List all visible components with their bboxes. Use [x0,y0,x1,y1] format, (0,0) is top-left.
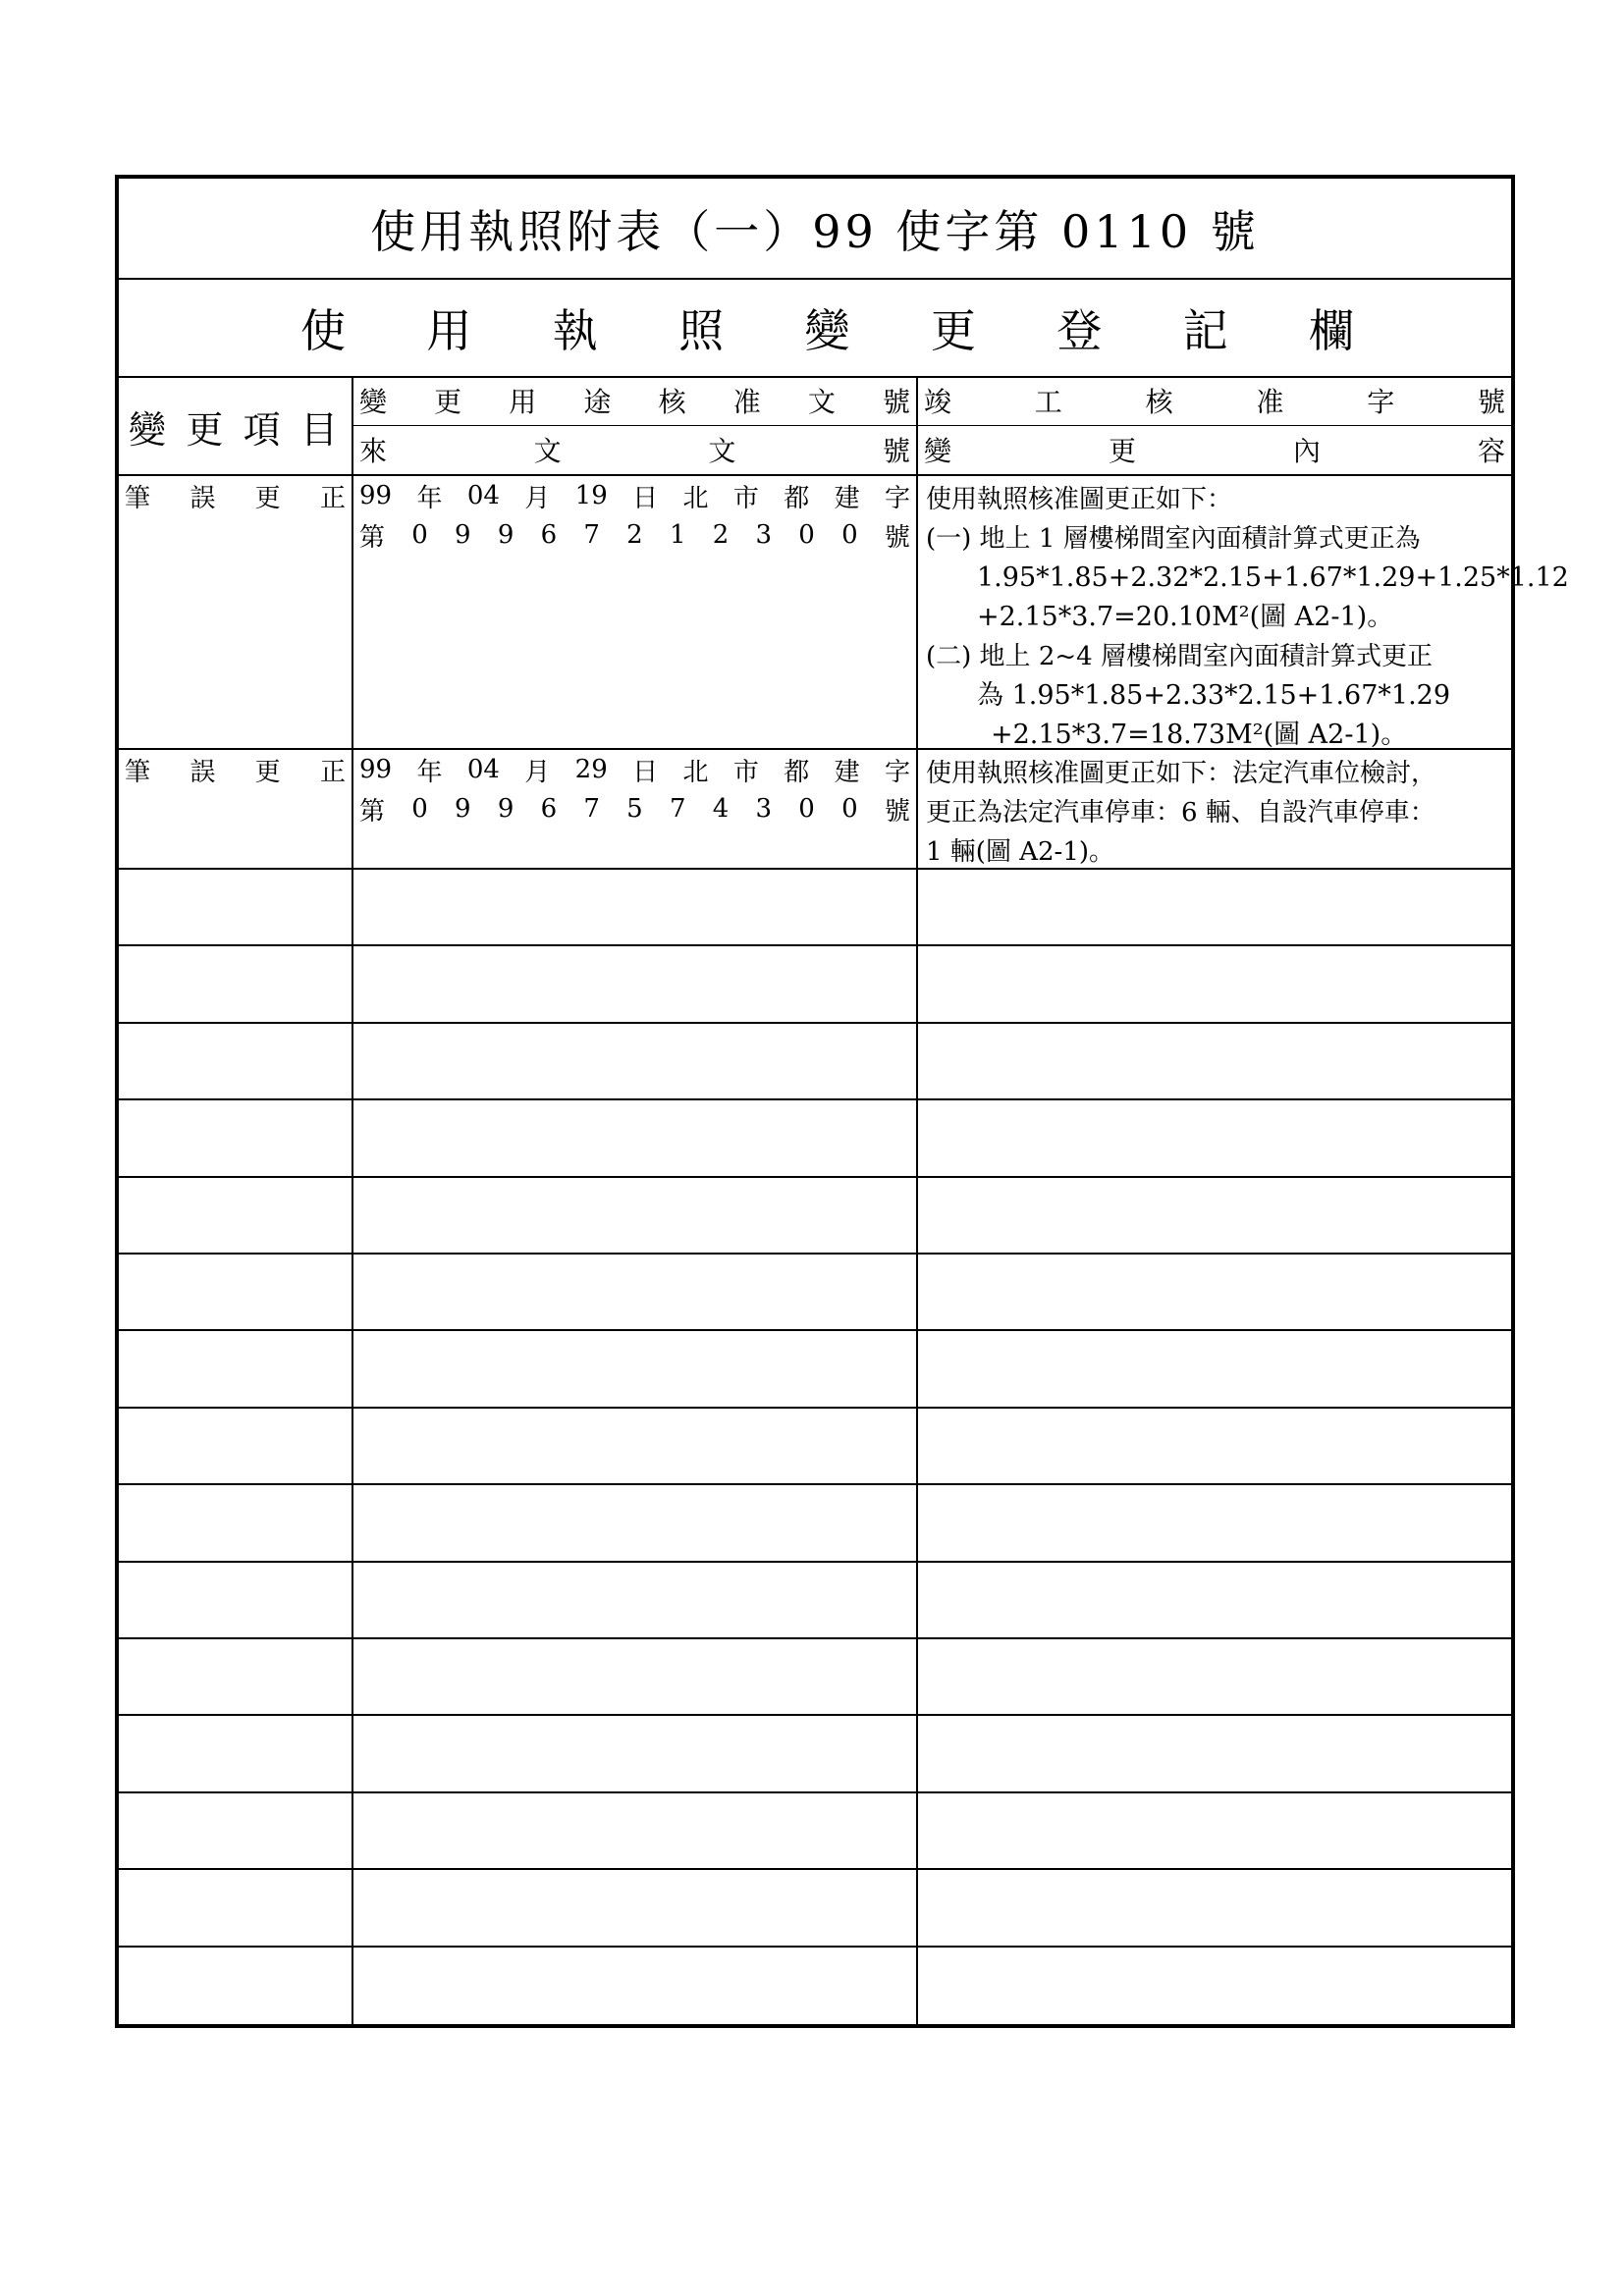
doc-token: 0 [798,794,815,824]
header-char: 變 [359,386,388,418]
empty-row [119,1870,1511,1947]
doc-token: 0 [411,520,428,550]
doc-token: 6 [540,794,558,824]
doc-token: 99 [359,755,393,784]
item-char: 更 [254,483,281,513]
header-char: 號 [1477,386,1505,418]
header-char: 更 [1108,435,1136,467]
empty-row [119,1409,1511,1485]
subtitle-char: 用 [426,304,472,357]
empty-cell [353,1331,918,1406]
header-item [119,378,353,474]
doc-token: 0 [841,794,858,824]
header-char: 變 [924,435,952,467]
form-title: 使用執照附表（一）99 使字第 0110 號 [370,204,1260,258]
doc-token: 日 [632,757,659,787]
doc-token: 0 [798,520,815,550]
empty-cell [353,1793,918,1868]
empty-cell [119,1639,353,1714]
header-char: 目 [299,407,338,452]
item-char: 筆 [125,757,151,787]
header-char: 途 [583,386,612,418]
empty-cell [119,1948,353,2024]
empty-cell [353,1870,918,1945]
doc-token: 建 [834,483,860,513]
item-char: 誤 [189,483,216,513]
doc-token: 月 [524,483,551,513]
content-line: 1 輛(圖 A2-1)。 [926,837,1115,867]
doc-token: 第 [359,796,386,827]
doc-token: 04 [466,755,500,784]
empty-cell [918,1178,1511,1253]
empty-cell [353,1255,918,1329]
subtitle-char: 使 [300,304,346,357]
empty-cell [119,1716,353,1790]
content-line: 使用執照核准圖更正如下：法定汽車位檢討， [926,759,1437,788]
empty-cell [918,1948,1511,2024]
empty-cell [353,870,918,944]
doc-token: 1 [669,520,686,550]
empty-cell [918,1793,1511,1868]
subtitle-char: 照 [678,304,725,357]
doc-token: 月 [524,757,551,787]
content-line: +2.15*3.7=18.73M²(圖 A2-1)。 [991,720,1408,750]
doc-token: 0 [841,520,858,550]
empty-cell [119,1793,353,1868]
doc-token: 6 [540,520,558,550]
doc-token: 市 [732,757,759,787]
empty-cell [119,1100,353,1175]
empty-row [119,1178,1511,1255]
empty-row [119,1563,1511,1639]
header-char: 准 [732,386,761,418]
empty-cell [119,1178,353,1253]
entry-item [119,750,353,868]
empty-row [119,1024,1511,1100]
header-char: 更 [186,407,224,452]
doc-token: 字 [884,483,910,513]
doc-token: 9 [455,520,471,550]
item-char: 誤 [189,757,216,787]
header-divider [918,425,1511,426]
header-char: 准 [1256,386,1284,418]
header-char: 變 [129,407,167,452]
form-title-row [119,179,1511,280]
content-line: +2.15*3.7=20.10M²(圖 A2-1)。 [977,602,1394,632]
header-char: 用 [509,386,537,418]
content-line: 使用執照核准圖更正如下： [926,485,1233,514]
empty-cell [353,1716,918,1790]
empty-row [119,1948,1511,2024]
empty-cell [918,1024,1511,1098]
doc-token: 市 [732,483,759,513]
empty-cell [918,1563,1511,1637]
item-char: 正 [319,757,346,787]
empty-cell [353,946,918,1021]
table-row [119,476,1569,750]
header-char: 號 [882,386,910,418]
empty-cell [119,1024,353,1098]
entry-item [119,476,353,748]
doc-token: 3 [755,794,773,824]
empty-cell [353,1485,918,1560]
doc-token: 2 [626,520,643,550]
item-char: 更 [254,757,281,787]
doc-token: 7 [669,794,686,824]
empty-cell [918,1409,1511,1483]
empty-cell [353,1639,918,1714]
header-char: 號 [882,435,910,467]
empty-row [119,1485,1511,1562]
header-char: 來 [359,435,388,467]
empty-cell [918,1255,1511,1329]
empty-cell [918,1331,1511,1406]
empty-cell [353,1948,918,2024]
form-subtitle-row [119,280,1511,378]
content-line: (二) 地上 2~4 層樓梯間室內面積計算式更正 [926,642,1433,671]
empty-cell [353,1409,918,1483]
header-char: 核 [1145,386,1173,418]
empty-cell [918,946,1511,1021]
doc-token: 5 [626,794,643,824]
content-line: 更正為法定汽車停車：6 輛、自設汽車停車： [926,798,1435,828]
subtitle-char: 更 [930,304,976,357]
empty-cell [353,1024,918,1098]
header-char: 文 [533,435,562,467]
header-char: 竣 [924,386,952,418]
empty-cell [918,1870,1511,1945]
empty-row [119,1793,1511,1870]
doc-token: 04 [466,481,500,510]
doc-token: 字 [884,757,910,787]
item-char: 正 [319,483,346,513]
header-char: 更 [434,386,462,418]
empty-cell [119,1563,353,1637]
doc-token: 9 [497,520,514,550]
subtitle-char: 變 [804,304,850,357]
empty-cell [119,870,353,944]
doc-token: 2 [712,520,730,550]
entry-document-number [353,750,918,868]
header-char: 字 [1367,386,1395,418]
subtitle-char: 欄 [1309,304,1354,357]
empty-row [119,946,1511,1023]
doc-token: 第 [359,522,386,553]
empty-cell [918,1716,1511,1790]
doc-token: 年 [416,483,443,513]
doc-token: 9 [497,794,514,824]
header-char: 文 [708,435,736,467]
empty-cell [918,1485,1511,1560]
doc-token: 19 [574,481,608,510]
doc-token: 建 [834,757,860,787]
entry-content [918,750,1511,868]
empty-row [119,1331,1511,1408]
doc-token: 號 [884,796,910,827]
empty-cell [119,1870,353,1945]
doc-token: 7 [583,520,600,550]
doc-token: 99 [359,481,393,510]
header-divider [353,425,916,426]
header-char: 容 [1477,435,1505,467]
empty-cell [119,1485,353,1560]
header-approval [353,378,918,474]
empty-row [119,1639,1511,1716]
empty-cell [353,1100,918,1175]
license-form [115,175,1569,2028]
doc-token: 北 [682,757,709,787]
empty-cell [119,1331,353,1406]
doc-token: 日 [632,483,659,513]
empty-cell [353,1563,918,1637]
doc-token: 7 [583,794,600,824]
doc-token: 4 [712,794,730,824]
subtitle-char: 登 [1056,304,1103,357]
content-line: (一) 地上 1 層樓梯間室內面積計算式更正為 [926,524,1421,554]
entry-document-number [353,476,918,748]
doc-token: 9 [455,794,471,824]
empty-cell [918,1100,1511,1175]
header-char: 文 [807,386,836,418]
doc-token: 北 [682,483,709,513]
empty-row [119,1100,1511,1177]
empty-cell [119,1409,353,1483]
doc-token: 0 [411,794,428,824]
empty-row [119,870,1511,946]
content-line: 1.95*1.85+2.32*2.15+1.67*1.29+1.25*1.12 [977,562,1569,593]
header-char: 項 [243,407,281,452]
subtitle-char: 執 [552,304,598,357]
entry-content [918,476,1569,750]
header-char: 核 [658,386,686,418]
table-row [119,750,1511,870]
doc-token: 29 [574,755,608,784]
doc-token: 年 [416,757,443,787]
content-line: 為 1.95*1.85+2.33*2.15+1.67*1.29 [977,680,1451,711]
empty-cell [918,870,1511,944]
header-char: 工 [1034,386,1062,418]
empty-cell [119,946,353,1021]
empty-cell [353,1178,918,1253]
empty-cell [918,1639,1511,1714]
empty-row [119,1255,1511,1331]
empty-cell [119,1255,353,1329]
item-char: 筆 [125,483,151,513]
subtitle-char: 記 [1182,304,1228,357]
doc-token: 都 [784,757,810,787]
empty-row [119,1716,1511,1792]
doc-token: 都 [784,483,810,513]
header-char: 內 [1292,435,1321,467]
header-completion [918,378,1511,474]
doc-token: 3 [755,520,773,550]
doc-token: 號 [884,522,910,553]
column-header-row [119,378,1511,476]
